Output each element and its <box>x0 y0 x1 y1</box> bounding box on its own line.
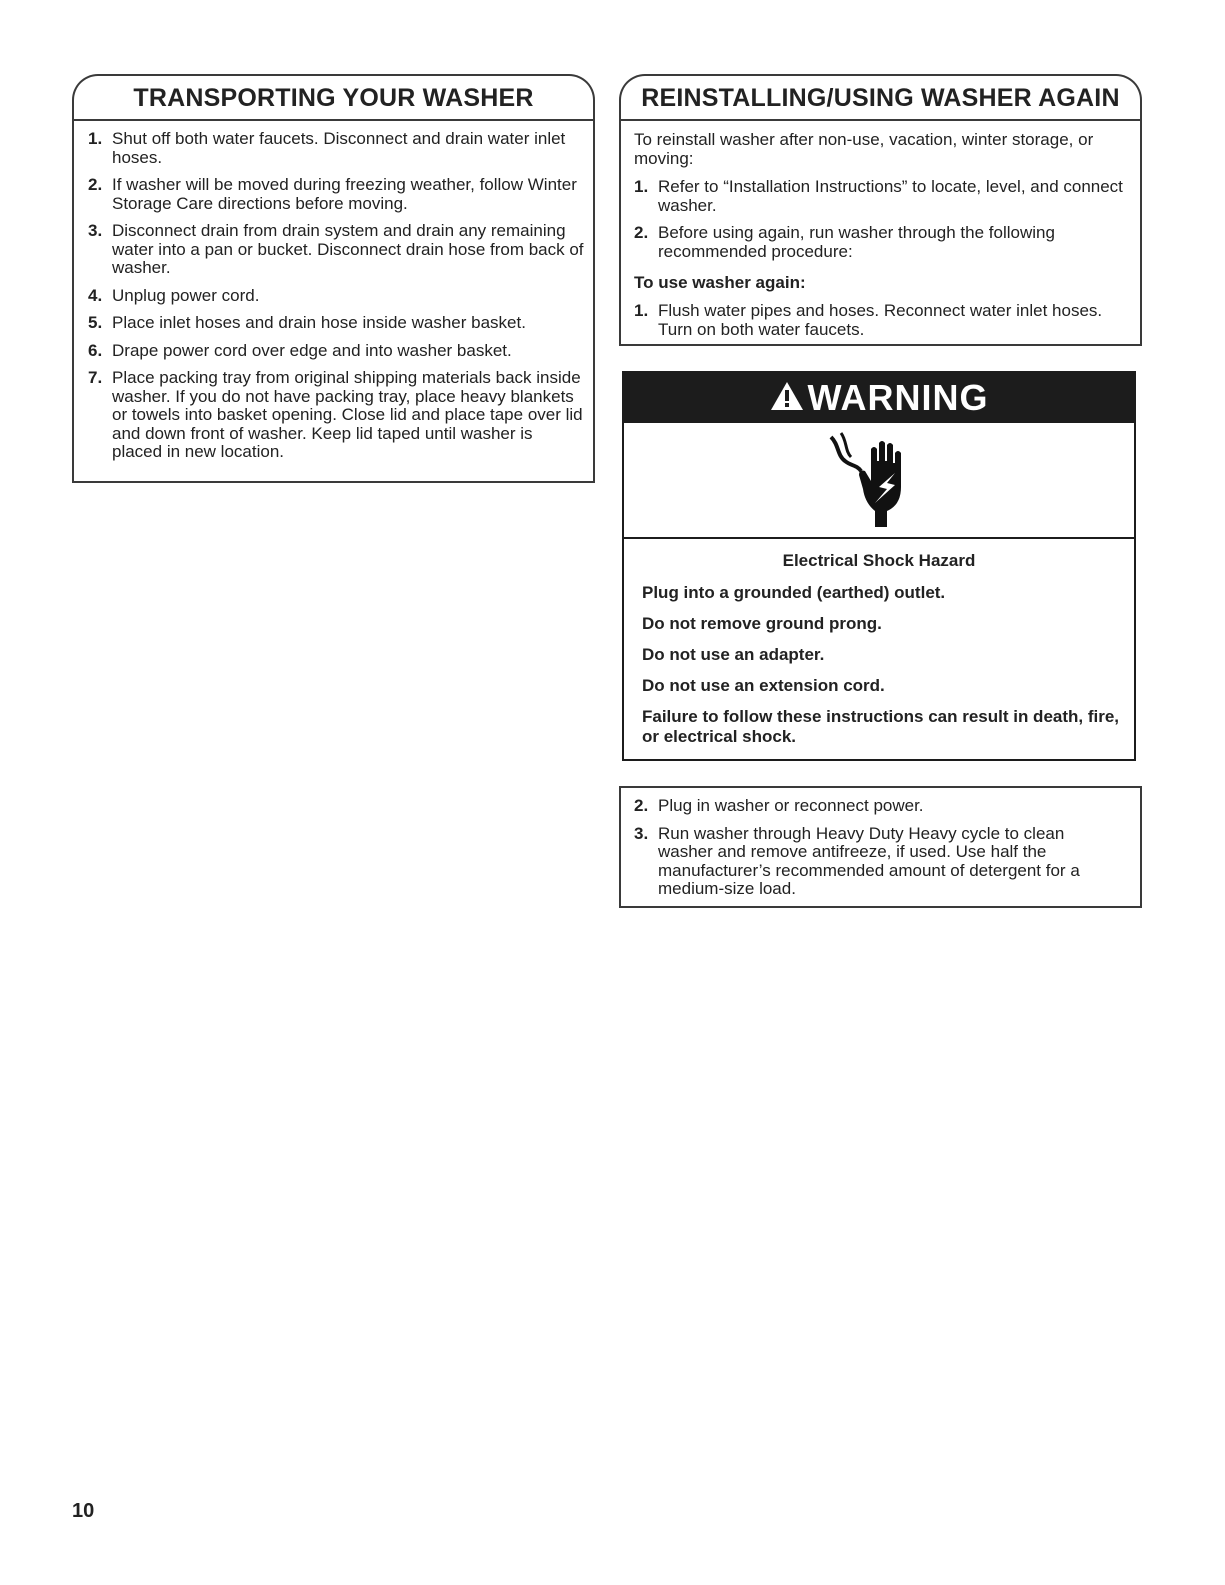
page-number: 10 <box>72 1500 95 1522</box>
step-text: If washer will be moved during freezing weather, follow Winter Storage Care directions before moving. <box>112 175 577 213</box>
use-again-steps <box>620 302 1135 348</box>
list-item <box>74 130 586 167</box>
step-text: Place packing tray from original shipping materials back inside washer. If you do not have packing tray, place heavy blankets or towels into basket opening. Close lid and place tape over lid and down front of washer. Keep lid taped until washer is placed in new location. <box>112 368 583 461</box>
transport-steps <box>74 130 586 471</box>
step-text: Disconnect drain from drain system and drain any remaining water into a pan or bucket. Disconnect drain hose from back of washer. <box>112 221 584 277</box>
use-again-subhead: To use washer again: <box>634 273 806 292</box>
step-text: Place inlet hoses and drain hose inside washer basket. <box>112 313 526 332</box>
warning-line: Failure to follow these instructions can result in death, fire, or electrical shock. <box>642 707 1120 746</box>
list-item <box>620 825 1100 899</box>
warning-triangle-icon <box>770 381 804 411</box>
step-number: 1. <box>88 129 103 148</box>
warning-banner <box>622 371 1136 421</box>
step-number: 2. <box>634 796 649 815</box>
list-item <box>74 369 586 462</box>
continued-steps <box>620 797 1100 908</box>
warning-line: Do not use an adapter. <box>642 645 825 664</box>
step-number: 2. <box>634 223 649 242</box>
step-number: 3. <box>634 823 649 843</box>
transport-title <box>72 74 595 120</box>
step-text: Drape power cord over edge and into washer basket. <box>112 340 512 360</box>
step-text: Unplug power cord. <box>112 285 260 305</box>
step-text: Plug in washer or reconnect power. <box>658 796 924 815</box>
step-text: Shut off both water faucets. Disconnect and drain water inlet hoses. <box>112 129 566 167</box>
list-item <box>74 222 586 278</box>
list-item <box>74 287 586 306</box>
list-item <box>620 797 1100 816</box>
step-number: 7. <box>88 368 103 387</box>
step-text: Refer to “Installation Instructions” to locate, level, and connect washer. <box>658 177 1123 215</box>
hazard-title: Electrical Shock Hazard <box>782 551 976 570</box>
warning-body <box>622 539 1136 761</box>
step-number: 1. <box>634 301 649 320</box>
list-item <box>74 176 586 213</box>
step-text: Run washer through Heavy Duty Heavy cycle to clean washer and remove antifreeze, if used. Use half the manufacturer’s recommended amount of detergent for a medium-size load. <box>658 823 1080 898</box>
reinstall-title <box>619 74 1142 120</box>
warning-instructions <box>642 583 1122 758</box>
list-item <box>74 342 586 361</box>
warning-line: Plug into a grounded (earthed) outlet. <box>642 583 946 602</box>
step-number: 5. <box>88 313 103 332</box>
warning-icon-panel <box>622 421 1136 539</box>
reinstall-title-text: REINSTALLING/USING WASHER AGAIN <box>641 84 1120 112</box>
reinstall-steps <box>620 178 1130 270</box>
transport-title-text: TRANSPORTING YOUR WASHER <box>133 84 534 112</box>
step-number: 2. <box>88 175 103 194</box>
electrical-shock-hand-icon <box>829 431 929 531</box>
step-text: Flush water pipes and hoses. Reconnect water inlet hoses. Turn on both water faucets. <box>658 301 1103 339</box>
step-number: 3. <box>88 221 103 240</box>
list-item <box>620 178 1130 215</box>
warning-line: Do not use an extension cord. <box>642 676 885 695</box>
reinstall-intro: To reinstall washer after non-use, vacation, winter storage, or moving: <box>634 130 1094 168</box>
step-number: 6. <box>88 340 103 360</box>
step-number: 1. <box>634 177 649 196</box>
list-item <box>74 314 586 333</box>
step-text: Before using again, run washer through the following recommended procedure: <box>658 223 1055 261</box>
list-item <box>620 224 1130 261</box>
warning-line: Do not remove ground prong. <box>642 614 882 633</box>
list-item <box>620 302 1135 339</box>
warning-label: WARNING <box>807 377 989 418</box>
step-number: 4. <box>88 285 103 305</box>
